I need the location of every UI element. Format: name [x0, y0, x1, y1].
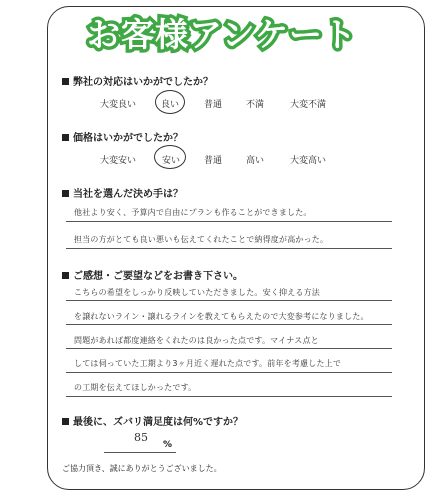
bullet-square-icon — [62, 418, 69, 425]
question-4 — [62, 267, 243, 282]
score-underline — [104, 452, 176, 453]
bullet-square-icon — [62, 272, 69, 279]
q2-selected-circle — [154, 145, 186, 169]
q4-answer-line-4: しては伺っていた工期より3ヶ月近く遅れた点です。前年を考慮した上で — [74, 359, 342, 368]
bullet-square-icon — [62, 190, 69, 197]
q4-answer-line-1: こちらの希望をしっかり反映していただきました。安く抑える方法 — [74, 288, 320, 297]
q2-option-3[interactable]: 普通 — [204, 156, 223, 166]
q2-option-5[interactable]: 大変高い — [290, 156, 327, 166]
question-3-label: 当社を選んだ決め手は？ — [73, 189, 183, 200]
satisfaction-score: 85 — [134, 431, 148, 444]
q3-answer-line-2: 担当の方がとても良い悪いも伝えてくれたことで納得度が高かった。 — [74, 235, 329, 244]
answer-rule — [66, 372, 392, 373]
answer-rule — [66, 348, 392, 349]
answer-rule — [66, 300, 392, 301]
question-5 — [62, 413, 243, 428]
q4-answer-line-5: の工期を伝えてほしかったです。 — [74, 383, 197, 392]
q3-answer-line-1: 他社より安く、予算内で自由にプランも作ることができました。 — [74, 208, 312, 217]
q1-option-5[interactable]: 大変不満 — [290, 100, 327, 110]
question-2-label: 価格はいかがでしたか？ — [73, 133, 183, 144]
question-1 — [62, 73, 213, 88]
answer-rule — [66, 248, 392, 249]
bullet-square-icon — [62, 134, 69, 141]
q1-selected-circle — [155, 90, 185, 114]
question-4-label: ご感想・ご要望などをお書き下さい。 — [73, 271, 243, 282]
bullet-square-icon — [62, 78, 69, 85]
q2-option-1[interactable]: 大変安い — [100, 156, 137, 166]
q4-answer-line-3: 問題があれば都度連絡をくれたのは良かった点です。マイナス点と — [74, 336, 319, 345]
survey-title: お客様アンケート — [86, 15, 358, 54]
footer-thanks: ご協力頂き、誠にありがとうございました。 — [62, 464, 222, 473]
question-2 — [62, 129, 183, 144]
answer-rule — [66, 396, 392, 397]
q1-option-3[interactable]: 普通 — [204, 100, 223, 110]
question-1-label: 弊社の対応はいかがでしたか？ — [73, 77, 213, 88]
q2-option-4[interactable]: 高い — [246, 156, 265, 166]
answer-rule — [66, 324, 392, 325]
answer-rule — [66, 221, 392, 222]
q1-option-2[interactable]: 良い — [161, 100, 180, 110]
q1-option-1[interactable]: 大変良い — [100, 100, 137, 110]
q2-option-2[interactable]: 安い — [162, 156, 181, 166]
question-3 — [62, 185, 183, 200]
percent-sign: % — [163, 440, 173, 450]
question-5-label: 最後に、ズバリ満足度は何%ですか？ — [73, 417, 244, 428]
q4-answer-line-2: を譲れないライン・譲れるラインを教えてもらえたので大変参考になりました。 — [74, 312, 369, 321]
q1-option-4[interactable]: 不満 — [246, 100, 265, 110]
